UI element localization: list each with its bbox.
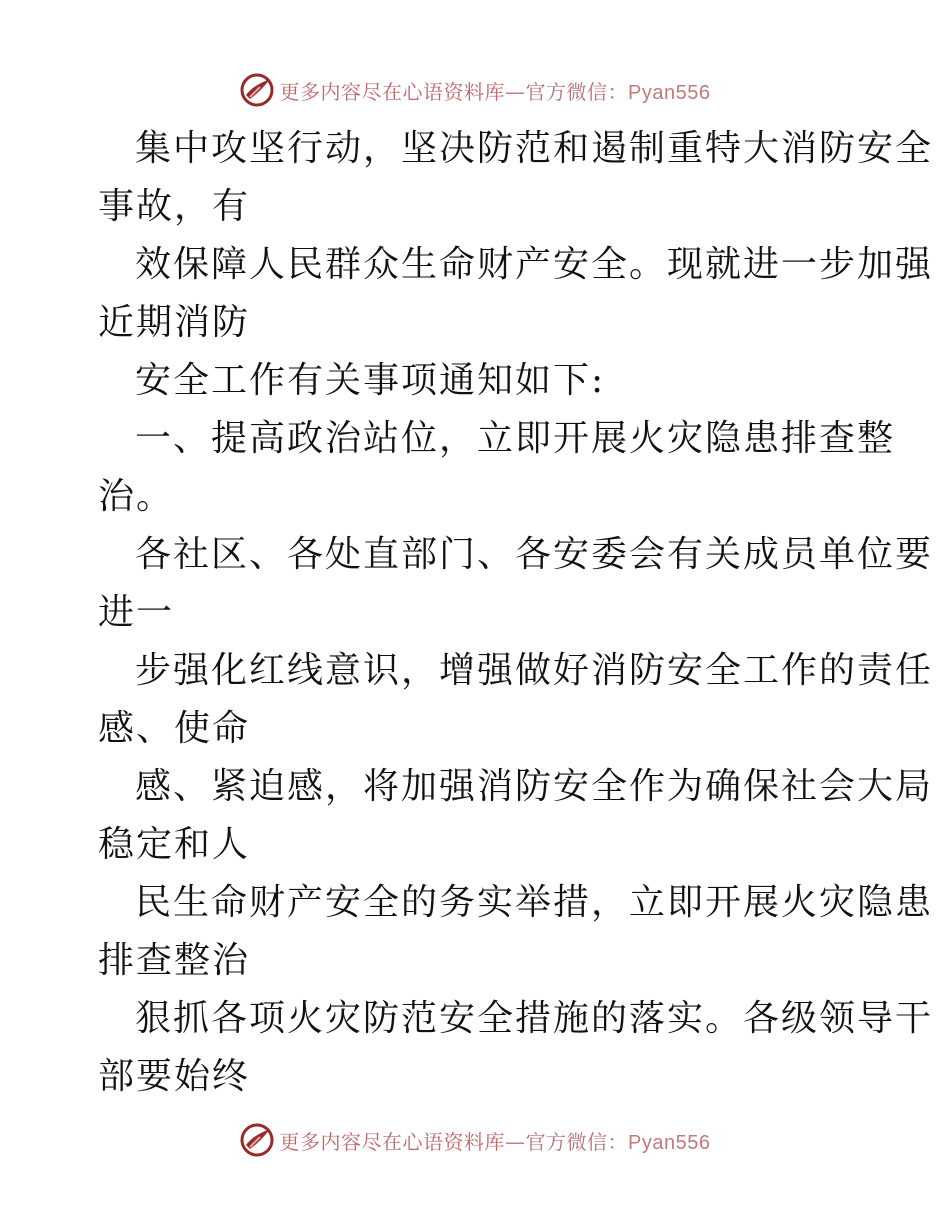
- watermark-brand: 更多内容尽在心语资料库: [279, 79, 506, 104]
- text-line: 效保障人民群众生命财产安全。现就进一步加强: [135, 244, 934, 285]
- watermark-banner-bottom: [0, 1120, 950, 1160]
- text-line: 安全工作有关事项通知如下:: [135, 360, 606, 401]
- watermark-separator: —: [505, 1129, 526, 1154]
- text-line: 感、紧迫感，将加强消防安全作为确保社会大局: [135, 766, 934, 807]
- watermark-contact-label: 官方微信：: [525, 79, 629, 104]
- watermark-contact-label: 官方微信：: [525, 1129, 629, 1154]
- watermark-banner-top: [0, 70, 950, 110]
- section-heading: 一、提高政治站位，立即开展火灾隐患排查整: [135, 418, 896, 459]
- text-line: 感、使命: [98, 708, 251, 749]
- text-line: 民生命财产安全的务实举措，立即开展火灾隐患: [135, 882, 934, 923]
- text-line: 各社区、各处直部门、各安委会有关成员单位要: [135, 534, 934, 575]
- text-line: 狠抓各项火灾防范安全措施的落实。各级领导干: [135, 998, 934, 1039]
- watermark-handle: Pyan556: [628, 1131, 711, 1154]
- watermark-text: [280, 76, 711, 105]
- watermark-handle: Pyan556: [628, 81, 711, 104]
- quill-logo-icon: [240, 73, 274, 107]
- text-line: 部要始终: [98, 1056, 251, 1097]
- section-heading-continued: 治。: [98, 476, 175, 517]
- quill-logo-icon: [240, 1123, 274, 1157]
- text-line: 集中攻坚行动，坚决防范和遏制重特大消防安全: [135, 128, 934, 169]
- text-line: 步强化红线意识，增强做好消防安全工作的责任: [135, 650, 934, 691]
- document-body: [98, 120, 934, 1106]
- text-line: 排查整治: [98, 940, 251, 981]
- text-line: 事故，有: [98, 186, 251, 227]
- watermark-brand: 更多内容尽在心语资料库: [279, 1129, 506, 1154]
- text-line: 近期消防: [98, 302, 251, 343]
- text-line: 进一: [98, 592, 175, 633]
- text-line: 稳定和人: [98, 824, 251, 865]
- watermark-separator: —: [505, 79, 526, 104]
- watermark-text: [280, 1126, 711, 1155]
